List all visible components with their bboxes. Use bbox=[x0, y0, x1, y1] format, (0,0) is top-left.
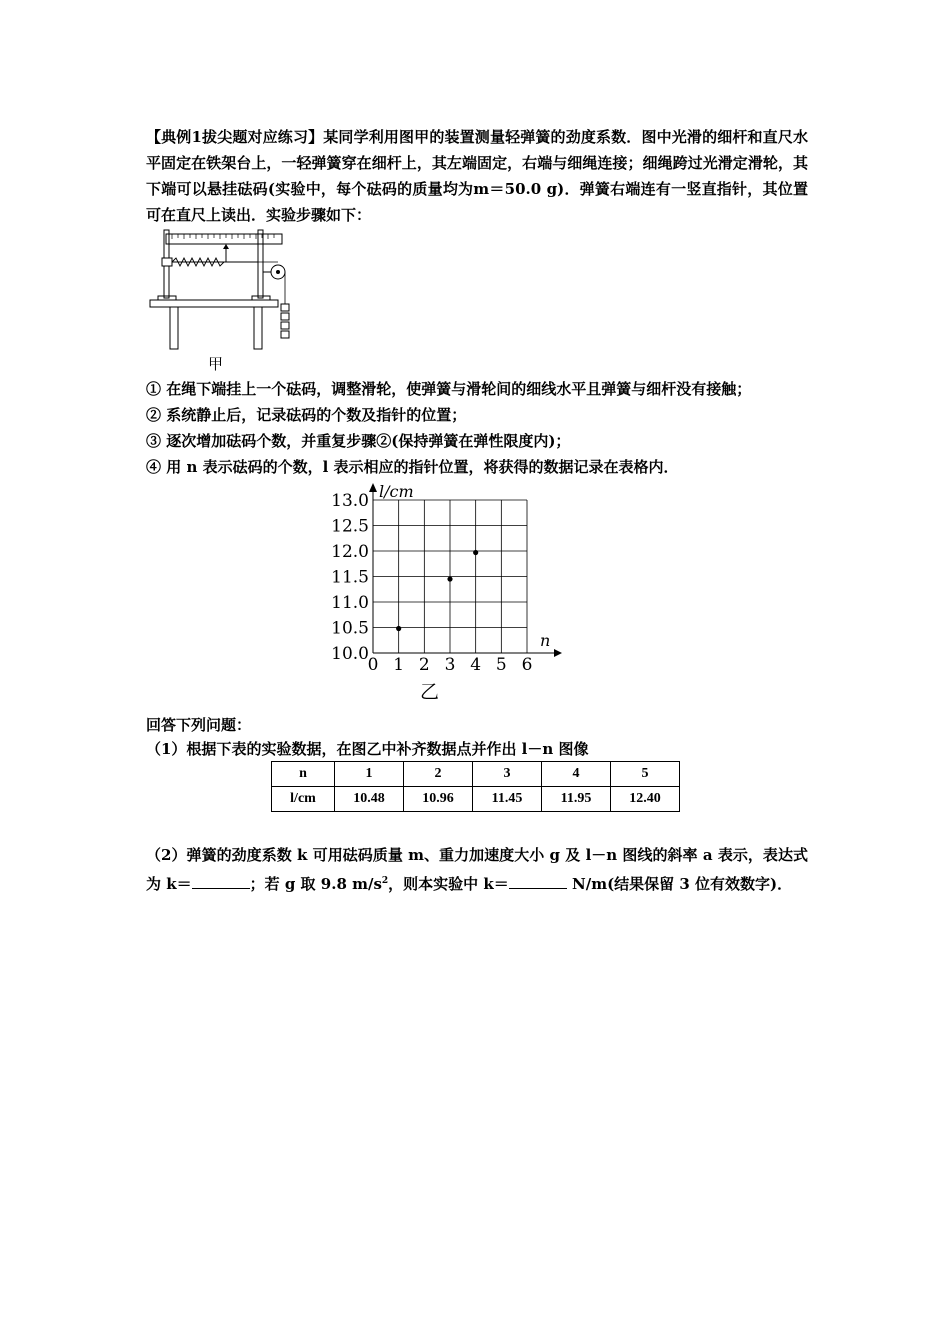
table-cell: 4 bbox=[542, 762, 611, 787]
table-cell: 11.95 bbox=[542, 787, 611, 812]
answer-blank-expression[interactable] bbox=[192, 874, 250, 889]
x-tick-label: 0 bbox=[367, 655, 379, 675]
table-cell: 1 bbox=[335, 762, 404, 787]
apparatus-figure bbox=[146, 228, 306, 376]
data-table bbox=[271, 761, 680, 812]
x-tick-label: 5 bbox=[495, 655, 507, 675]
y-tick-label: 10.0 bbox=[331, 644, 369, 664]
step-1: ① 在绳下端挂上一个砝码，调整滑轮，使弹簧与滑轮间的细线水平且弹簧与细杆没有接触； bbox=[146, 380, 752, 398]
step-4: ④ 用 n 表示砝码的个数，l 表示相应的指针位置，将获得的数据记录在表格内． bbox=[146, 458, 679, 476]
y-axis-arrow bbox=[369, 483, 377, 492]
x-tick-label: 2 bbox=[418, 655, 430, 675]
q2-text-4: N/m(结果保留 3 位有效数字)． bbox=[566, 875, 793, 893]
data-point bbox=[396, 626, 401, 631]
table-cell: 2 bbox=[404, 762, 473, 787]
y-tick-label: 11.5 bbox=[331, 567, 369, 588]
x-tick-label: 4 bbox=[470, 655, 482, 675]
step-2: ② 系统静止后，记录砝码的个数及指针的位置； bbox=[146, 406, 467, 424]
x-axis-label: n bbox=[540, 631, 551, 650]
figure-yi-caption: 乙 bbox=[420, 681, 440, 703]
steps-list bbox=[146, 376, 808, 480]
table-cell: 10.48 bbox=[335, 787, 404, 812]
l-n-chart bbox=[322, 480, 572, 705]
table-row-n bbox=[272, 762, 680, 787]
problem-intro bbox=[146, 124, 808, 228]
answer-prompt: 回答下列问题： bbox=[146, 716, 252, 734]
figure-jia-caption: 甲 bbox=[208, 355, 224, 373]
y-tick-label: 13.0 bbox=[331, 491, 369, 511]
q2-text-3: ，则本实验中 k＝ bbox=[388, 875, 509, 893]
table-cell: 10.96 bbox=[404, 787, 473, 812]
row-header-n: n bbox=[272, 762, 335, 787]
y-tick-label: 12.5 bbox=[331, 516, 369, 537]
row-header-l: l/cm bbox=[272, 787, 335, 812]
data-point bbox=[447, 576, 452, 581]
q2-text-2: ；若 g 取 9.8 m/s bbox=[249, 875, 382, 893]
data-point bbox=[473, 550, 478, 555]
x-axis-arrow bbox=[554, 649, 562, 657]
x-tick-label: 1 bbox=[393, 655, 405, 675]
x-tick-label: 3 bbox=[444, 655, 456, 675]
table-row-l bbox=[272, 787, 680, 812]
x-tick-label: 6 bbox=[521, 655, 533, 675]
step-3: ③ 逐次增加砝码个数，并重复步骤②(保持弹簧在弹性限度内)； bbox=[146, 432, 571, 450]
y-tick-label: 10.5 bbox=[331, 618, 369, 639]
question-2 bbox=[146, 842, 808, 897]
table-cell: 3 bbox=[473, 762, 542, 787]
problem-text: 某同学利用图甲的装置测量轻弹簧的劲度系数．图中光滑的细杆和直尺水平固定在铁架台上，一轻弹簧穿在细杆上，其左端固定，右端与细绳连接；细绳跨过光滑定滑轮，其下端可以悬挂砝码(实验中，每个砝码的质量均为m＝50.0 g)．弹簧右端连有一竖直指针，其位置可在直尺上读出．实验步骤如下： bbox=[146, 128, 808, 224]
answer-blank-k-value[interactable] bbox=[509, 874, 567, 889]
question-1: （1）根据下表的实验数据，在图乙中补齐数据点并作出 l－n 图像 bbox=[146, 740, 589, 758]
y-tick-label: 12.0 bbox=[331, 542, 369, 562]
table-cell: 5 bbox=[611, 762, 680, 787]
q2-superscript: 2 bbox=[381, 876, 389, 886]
table-cell: 12.40 bbox=[611, 787, 680, 812]
q2-text-1: （2）弹簧的劲度系数 k 可用砝码质量 m、重力加速度大小 g 及 l－n 图线的斜率 a 表示，表达式为 k＝ bbox=[146, 846, 808, 893]
table-cell: 11.45 bbox=[473, 787, 542, 812]
y-tick-label: 11.0 bbox=[331, 593, 369, 613]
y-axis-label: l/cm bbox=[379, 482, 414, 501]
problem-tag: 【典例1拔尖题对应练习】 bbox=[146, 128, 324, 146]
